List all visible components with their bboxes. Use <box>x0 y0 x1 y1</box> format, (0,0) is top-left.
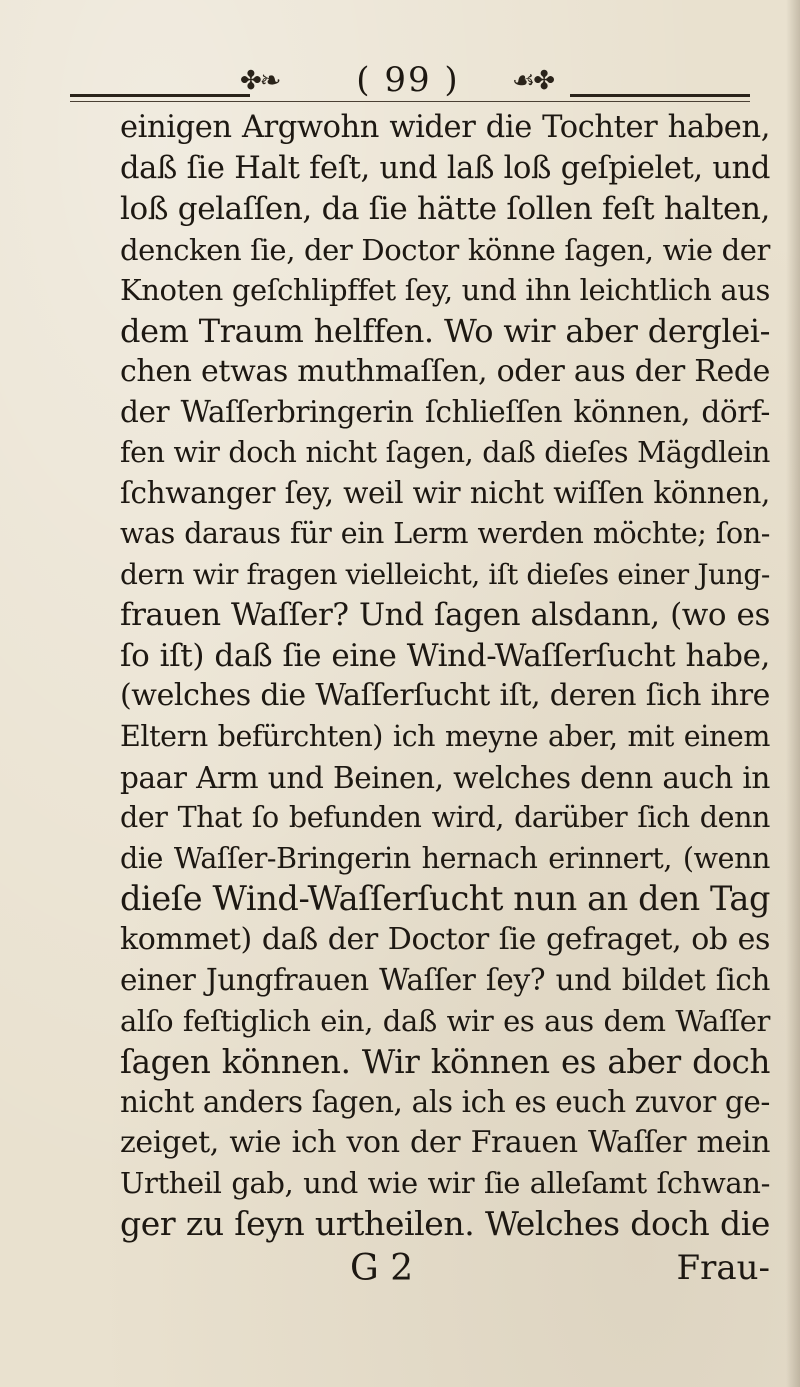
text-line: ſchwanger ſey, weil wir nicht wiſſen können, <box>120 476 770 511</box>
text-line: dem Traum helffen. Wo wir aber derglei- <box>120 311 770 350</box>
text-line: dencken ſie, der Doctor könne ſagen, wie der <box>120 232 770 267</box>
text-line: einer Jungfrauen Waſſer ſey? und bildet ſich <box>120 963 770 998</box>
text-line: Knoten geſchlipffet ſey, und ihn leichtlich aus <box>120 273 770 308</box>
text-line: kommet) daß der Doctor ſie gefraget, ob es <box>120 921 770 957</box>
text-line: frauen Waſſer? Und ſagen alsdann, (wo es <box>120 597 770 634</box>
text-line: chen etwas muthmaſſen, oder aus der Rede <box>120 353 770 389</box>
ornament-right-icon: ☙✤ <box>512 66 554 96</box>
text-line: die Waſſer-Bringerin hernach erinnert, (wenn <box>120 841 770 875</box>
signature-mark: G 2 <box>350 1248 414 1289</box>
text-line: einigen Argwohn wider die Tochter haben, <box>120 110 770 145</box>
text-line: Urtheil gab, und wie wir ſie alleſamt ſchwan- <box>120 1166 770 1201</box>
text-line: nicht anders ſagen, als ich es euch zuvor ge- <box>120 1085 770 1120</box>
text-line: was daraus für ein Lerm werden möchte; ſon- <box>120 516 770 550</box>
page-header <box>60 52 750 108</box>
body-text <box>120 108 770 1245</box>
ornament-left-icon: ✤❧ <box>240 66 280 96</box>
page-edge-shadow <box>786 0 800 1387</box>
text-line: ſo iſt) daß ſie eine Wind-Waſſerſucht habe, <box>120 637 770 674</box>
text-line: dern wir fragen vielleicht, iſt dieſes einer Jung- <box>120 557 770 591</box>
text-line: ſagen können. Wir können es aber doch <box>120 1042 770 1081</box>
text-line: der Waſſerbringerin ſchlieſſen können, dörf- <box>120 395 770 430</box>
text-line: der That ſo befunden wird, darüber ſich denn <box>120 801 770 835</box>
header-rule-right <box>570 94 750 97</box>
text-line: zeiget, wie ich von der Frauen Waſſer mein <box>120 1124 770 1160</box>
page-number: ( 99 ) <box>356 60 460 100</box>
text-line: alſo feſtiglich ein, daß wir es aus dem Waſſer <box>120 1004 770 1039</box>
catchword: Frau- <box>676 1248 770 1288</box>
text-line: paar Arm und Beinen, welches denn auch in <box>120 760 770 795</box>
text-line: dieſe Wind-Waſſerſucht nun an den Tag <box>120 879 770 919</box>
text-line: ger zu ſeyn urtheilen. Welches doch die <box>120 1204 770 1244</box>
page-footer <box>120 1248 770 1290</box>
text-line: Eltern befürchten) ich meyne aber, mit einem <box>120 719 770 753</box>
text-line: daß ſie Halt feſt, und laß loß geſpielet, und <box>120 150 770 186</box>
text-line: fen wir doch nicht ſagen, daß dieſes Mägdlein <box>120 435 770 469</box>
header-rule-left <box>70 94 250 97</box>
header-rule-underline <box>70 101 750 102</box>
text-line: loß gelaſſen, da ſie hätte ſollen feſt halten, <box>120 191 770 228</box>
text-line: (welches die Waſſerſucht iſt, deren ſich ihre <box>120 678 770 714</box>
